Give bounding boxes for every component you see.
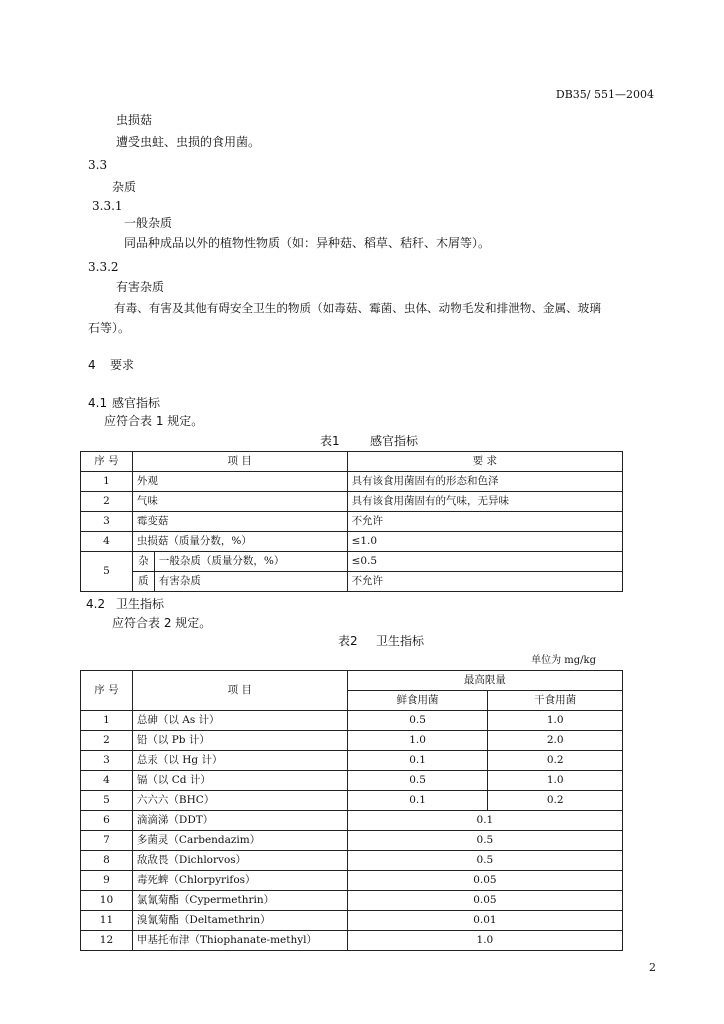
- table2-cell-no: 6: [81, 811, 133, 831]
- table1-header-row: [81, 452, 623, 472]
- table1-cell-req: 具有该食用菌固有的气味，无异味: [347, 492, 622, 512]
- table2-cell-no: 4: [81, 771, 133, 791]
- table1: [80, 451, 623, 592]
- table-row: [81, 871, 623, 891]
- table2-cell-limit: 0.05: [347, 891, 622, 911]
- table2-cell-no: 5: [81, 791, 133, 811]
- table1-cell-no: 1: [81, 472, 133, 492]
- table1-header-item: 项 目: [132, 452, 347, 472]
- table2-cell-no: 10: [81, 891, 133, 911]
- table1-cell-no: 2: [81, 492, 133, 512]
- table2-cell-limit: 1.0: [347, 931, 622, 951]
- section-4-2-number: 4.2: [86, 597, 106, 611]
- term-yiban-zazhi: 一般杂质: [124, 216, 173, 230]
- table1-cell-item: 有害杂质: [154, 572, 347, 592]
- table-row: [81, 552, 623, 572]
- definition-youhai-line-2: 石等）。: [88, 321, 131, 335]
- table2-cell-limit: 0.5: [347, 851, 622, 871]
- table2-caption-number: 表2: [338, 634, 358, 648]
- table-row: [81, 851, 623, 871]
- section-number-3-3: 3.3: [88, 158, 108, 172]
- table1-cell-req: ≤1.0: [347, 532, 622, 552]
- table-row: [81, 512, 623, 532]
- table1-cell-req: 不允许: [347, 512, 622, 532]
- table2-cell-item: 毒死蜱（Chlorpyrifos）: [132, 871, 347, 891]
- table2-cell-fresh: 1.0: [347, 731, 488, 751]
- table2-header-item: 项 目: [132, 671, 347, 711]
- table2-cell-no: 11: [81, 911, 133, 931]
- table-row: [81, 572, 623, 592]
- term-chongsun: 虫损菇: [116, 113, 153, 127]
- table2-cell-fresh: 0.5: [347, 771, 488, 791]
- table1-cell-item: 虫损菇（质量分数，%）: [132, 532, 347, 552]
- table1-caption-title: 感官指标: [370, 434, 419, 448]
- table2-cell-fresh: 0.5: [347, 711, 488, 731]
- definition-youhai-line-1: 有毒、有害及其他有碍安全卫生的物质（如毒菇、霉菌、虫体、动物毛发和排泄物、金属、玻璃: [114, 301, 601, 315]
- table-row: [81, 492, 623, 512]
- section-number-3-3-2: 3.3.2: [88, 260, 119, 274]
- table2-cell-limit: 0.1: [347, 811, 622, 831]
- table1-cell-item: 气味: [132, 492, 347, 512]
- section-4-2-text: 应符合表 2 规定。: [112, 616, 212, 630]
- table2-cell-item: 氯氰菊酯（Cypermethrin）: [132, 891, 347, 911]
- table2-cell-no: 2: [81, 731, 133, 751]
- table2-cell-fresh: 0.1: [347, 791, 488, 811]
- table1-cell-req: ≤0.5: [347, 552, 622, 572]
- table2-cell-dry: 1.0: [488, 771, 623, 791]
- table1-cell-req: 具有该食用菌固有的形态和色泽: [347, 472, 622, 492]
- term-youhai-zazhi: 有害杂质: [116, 280, 165, 294]
- section-4-1-number: 4.1: [88, 396, 108, 410]
- table1-cell-item: 外观: [132, 472, 347, 492]
- table1-cell-req: 不允许: [347, 572, 622, 592]
- table1-group-label-1: 杂: [132, 552, 154, 572]
- table2-cell-no: 9: [81, 871, 133, 891]
- table1-header-no: 序 号: [81, 452, 133, 472]
- page-number: 2: [649, 961, 656, 974]
- table1-cell-no: 3: [81, 512, 133, 532]
- table-row: [81, 911, 623, 931]
- table2-cell-fresh: 0.1: [347, 751, 488, 771]
- section-4-1-title: 感官指标: [112, 396, 161, 410]
- table-row: [81, 771, 623, 791]
- table-row: [81, 711, 623, 731]
- definition-yiban-zazhi: 同品种成品以外的植物性物质（如：异种菇、稻草、秸秆、木屑等）。: [124, 236, 491, 250]
- table2-cell-dry: 1.0: [488, 711, 623, 731]
- section-4-number: 4: [88, 358, 96, 372]
- table2-cell-no: 7: [81, 831, 133, 851]
- table-row: [81, 472, 623, 492]
- table2-cell-limit: 0.05: [347, 871, 622, 891]
- table2-cell-limit: 0.5: [347, 831, 622, 851]
- table1-header-req: 要 求: [347, 452, 622, 472]
- table2-header-fresh: 鲜食用菌: [347, 691, 488, 711]
- table1-cell-item: 霉变菇: [132, 512, 347, 532]
- table2-header-no: 序 号: [81, 671, 133, 711]
- table1-cell-item: 一般杂质（质量分数，%）: [154, 552, 347, 572]
- table2-caption-title: 卫生指标: [376, 634, 425, 648]
- table-row: [81, 751, 623, 771]
- table2-cell-no: 1: [81, 711, 133, 731]
- table2-cell-dry: 0.2: [488, 791, 623, 811]
- table2-cell-item: 六六六（BHC）: [132, 791, 347, 811]
- table2-cell-item: 总砷（以 As 计）: [132, 711, 347, 731]
- table1-cell-no: 4: [81, 532, 133, 552]
- table2-unit: 单位为 mg/kg: [531, 655, 596, 666]
- table2-cell-item: 滴滴涕（DDT）: [132, 811, 347, 831]
- table2-header-row-1: [81, 671, 623, 691]
- section-4-title: 要求: [110, 358, 135, 372]
- table2-cell-item: 镉（以 Cd 计）: [132, 771, 347, 791]
- table2-cell-item: 铅（以 Pb 计）: [132, 731, 347, 751]
- table2-header-max: 最高限量: [347, 671, 622, 691]
- term-zazhi: 杂质: [112, 180, 137, 194]
- definition-chongsun: 遭受虫蛀、虫损的食用菌。: [116, 135, 261, 149]
- table-row: [81, 731, 623, 751]
- section-number-3-3-1: 3.3.1: [92, 199, 123, 213]
- table2-cell-item: 溴氰菊酯（Deltamethrin）: [132, 911, 347, 931]
- table2-cell-dry: 0.2: [488, 751, 623, 771]
- table2: [80, 670, 623, 951]
- section-4-1-text: 应符合表 1 规定。: [104, 414, 204, 428]
- table2-cell-limit: 0.01: [347, 911, 622, 931]
- table2-cell-item: 甲基托布津（Thiophanate-methyl）: [132, 931, 347, 951]
- table-row: [81, 931, 623, 951]
- table1-cell-no: 5: [81, 552, 133, 592]
- table2-cell-item: 总汞（以 Hg 计）: [132, 751, 347, 771]
- table-row: [81, 831, 623, 851]
- table1-caption-number: 表1: [320, 434, 340, 448]
- table2-cell-no: 3: [81, 751, 133, 771]
- table-row: [81, 811, 623, 831]
- table-row: [81, 891, 623, 911]
- table2-cell-no: 8: [81, 851, 133, 871]
- table1-group-label-2: 质: [132, 572, 154, 592]
- table2-cell-item: 敌敌畏（Dichlorvos）: [132, 851, 347, 871]
- table2-header-dry: 干食用菌: [488, 691, 623, 711]
- table2-cell-item: 多菌灵（Carbendazim）: [132, 831, 347, 851]
- table2-cell-dry: 2.0: [488, 731, 623, 751]
- document-number: DB35/ 551—2004: [555, 88, 654, 101]
- table-row: [81, 791, 623, 811]
- table2-cell-no: 12: [81, 931, 133, 951]
- section-4-2-title: 卫生指标: [116, 597, 165, 611]
- table-row: [81, 532, 623, 552]
